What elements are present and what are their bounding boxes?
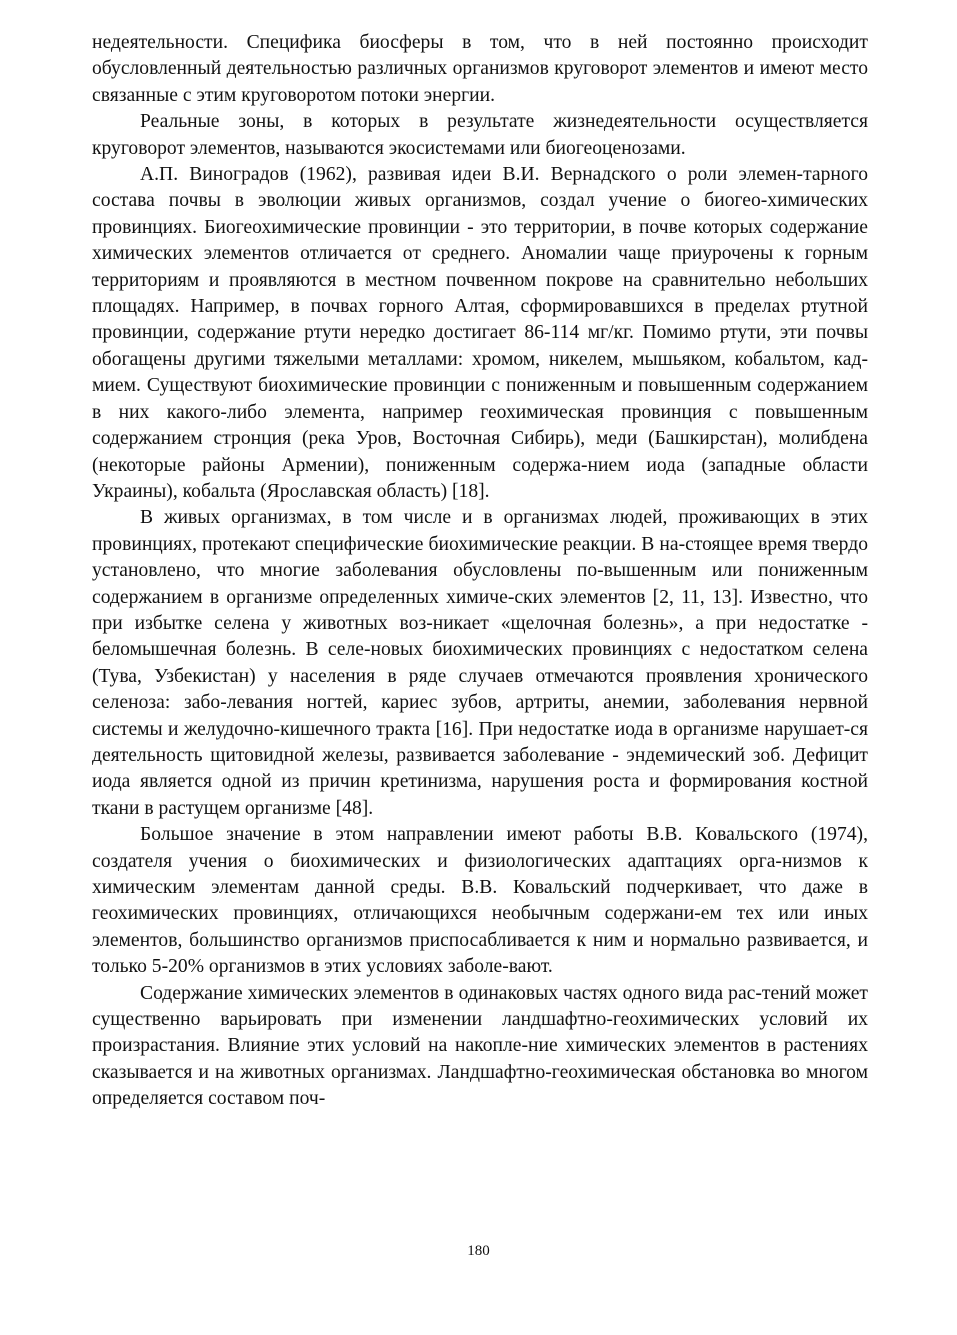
paragraph-vinogradov: А.П. Виноградов (1962), развивая идеи В.И. Вернадского о роли элемен-тарного состава почвы в эволюции живых организмов, создал учение о биогео-химических провинциях. Биогеохимические провинции - это территории, в почве которых содержание химических элементов отличается от среднего. Аномалии чаще приурочены к горным территориям и проявляются в местном почвенном покрове на сравнительно небольших площадях. Например, в почвах горного Алтая, сформировавшихся в пределах ртутной провинции, содержание ртути нередко достигает 86-114 мг/кг. Помимо ртути, эти почвы обогащены другими тяжелыми металлами: хромом, никелем, мышьяком, кобальтом, кад-мием. Существуют биохимические провинции с пониженным и повышенным содержанием в них какого-либо элемента, например геохимическая провинция с повышенным содержанием стронция (река Уров, Восточная Сибирь), меди (Башкирстан), молибдена (некоторые районы Армении), пониженным содержа-нием иода (западные области Украины), кобальта (Ярославская область) [18]. [92,164,868,502]
paragraph-plant-elements: Содержание химических элементов в одинаковых частях одного вида рас-тений может существенно варьировать при изменении ландшафтно-геохимических условий их произрастания. Влияние этих условий на накопле-ние химических элементов в растениях сказывается и на животных организмах. Ландшафтно-геохимическая обстановка во многом определяется составом поч- [92,982,868,1110]
page-number: 180 [467,1243,490,1259]
paragraph-living-organisms: В живых организмах, в том числе и в организмах людей, проживающих в этих провинциях, протекают специфические биохимические реакции. В на-стоящее время твердо установлено, что многие заболевания обусловлены по-вышенным или пониженным содержанием в организме определенных химиче-ских элементов [2, 11, 13]. Известно, что при избытке селена у животных воз-никает «щелочная болезнь», а при недостатке - беломышечная болезнь. В селе-новых биохимических провинциях с недостатком селена (Тува, Узбекистан) у населения в ряде случаев отмечаются проявления хронического селеноза: забо-левания ногтей, кариес зубов, артриты, анемии, заболевания нервной системы и желудочно-кишечного тракта [16]. При недостатке иода в организме нарушает-ся деятельность щитовидной железы, развивается заболевание - эндемический зоб. Дефицит иода является одной из причин кретинизма, нарушения роста и формирования костной ткани в растущем организме [48]. [92,507,868,819]
paragraph-kovalsky: Большое значение в этом направлении имеют работы В.В. Ковальского (1974), создателя учения о биохимических и физиологических адаптациях орга-низмов к химическим элементам данной среды. В.В. Ковальский подчеркивает, что даже в геохимических провинциях, отличающихся необычным содержани-ем тех или иных элементов, большинство организмов приспосабливается к ним и нормально развивается, и только 5-20% организмов в этих условиях заболе-вают. [92,824,868,978]
paragraph-ecosystems: Реальные зоны, в которых в результате жизнедеятельности осуществляется круговорот элементов, называются экосистемами или биогеоценозами. [92,111,868,159]
page-text [92,30,868,1113]
paragraph-continuation: недеятельности. Специфика биосферы в том, что в ней постоянно происходит обусловленный деятельностью различных организмов круговорот элементов и имеют место связанные с этим круговоротом потоки энергии. [92,32,868,106]
